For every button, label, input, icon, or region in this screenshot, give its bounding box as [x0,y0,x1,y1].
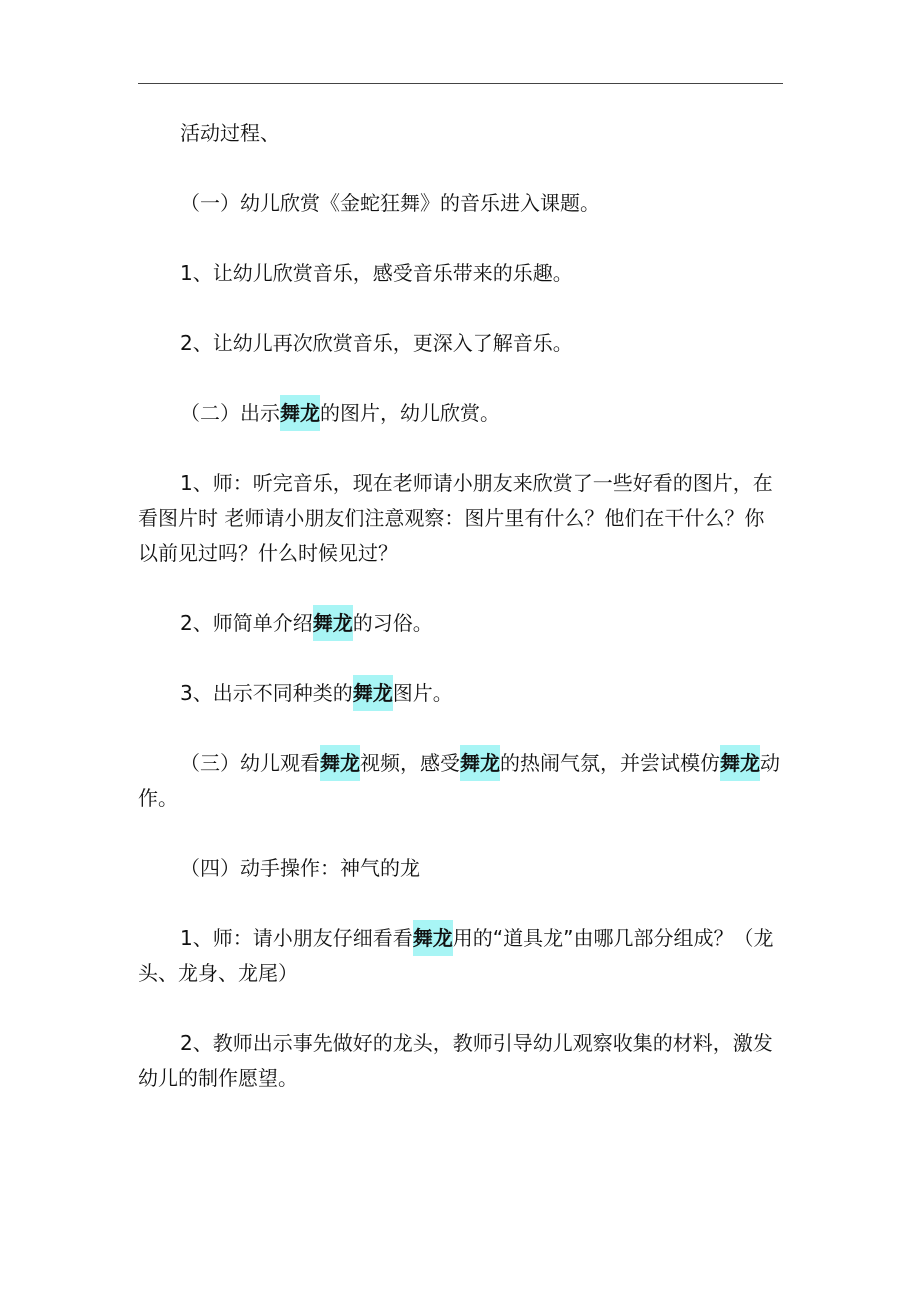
header-rule [138,83,783,84]
section-2-item-1: 1、师：听完音乐，现在老师请小朋友来欣赏了一些好看的图片，在看图片时 老师请小朋友们注意观察：图片里有什么？他们在干什么？你以前见过吗？什么时候见过？ [138,471,773,565]
text-run: 视频，感受 [360,751,460,775]
section-4-item-1 [138,921,783,991]
text-run: 用的“道具龙”由哪几部分组成？（龙头、龙身、龙尾） [138,926,774,985]
section-3-title [138,746,783,816]
highlighted-term: 舞龙 [413,920,453,956]
highlighted-term: 舞龙 [353,675,393,711]
text-run: 2、师简单介绍 [180,611,313,635]
section-2-item-3 [138,676,783,711]
text-run: 3、出示不同种类的 [180,681,353,705]
highlighted-term: 舞龙 [720,745,760,781]
text-run: 图片。 [392,681,453,705]
highlighted-term: 舞龙 [280,395,320,431]
text-run: 的热闹气氛，并尝试模仿 [500,751,720,775]
section-4-title: （四）动手操作：神气的龙 [180,856,420,880]
text-run: 的习俗。 [352,611,433,635]
section-2-item-2 [138,606,783,641]
text-run: 动作。 [138,751,780,810]
section-1-item-2: 2、让幼儿再次欣赏音乐，更深入了解音乐。 [180,331,573,355]
text-run: （三）幼儿观看 [180,751,320,775]
text-run: （二）出示 [180,401,280,425]
highlighted-term: 舞龙 [460,745,500,781]
section-4-item-2: 2、教师出示事先做好的龙头，教师引导幼儿观察收集的材料，激发幼儿的制作愿望。 [138,1031,773,1090]
section-2-title [138,396,783,431]
highlighted-term: 舞龙 [320,745,360,781]
section-heading: 活动过程、 [180,121,280,145]
text-run: 的图片，幼儿欣赏。 [320,401,500,425]
document-body [138,116,783,1096]
section-1-item-1: 1、让幼儿欣赏音乐，感受音乐带来的乐趣。 [180,261,573,285]
highlighted-term: 舞龙 [313,605,353,641]
text-run: 1、师：请小朋友仔细看看 [180,926,413,950]
section-1-title: （一）幼儿欣赏《金蛇狂舞》的音乐进入课题。 [180,191,600,215]
